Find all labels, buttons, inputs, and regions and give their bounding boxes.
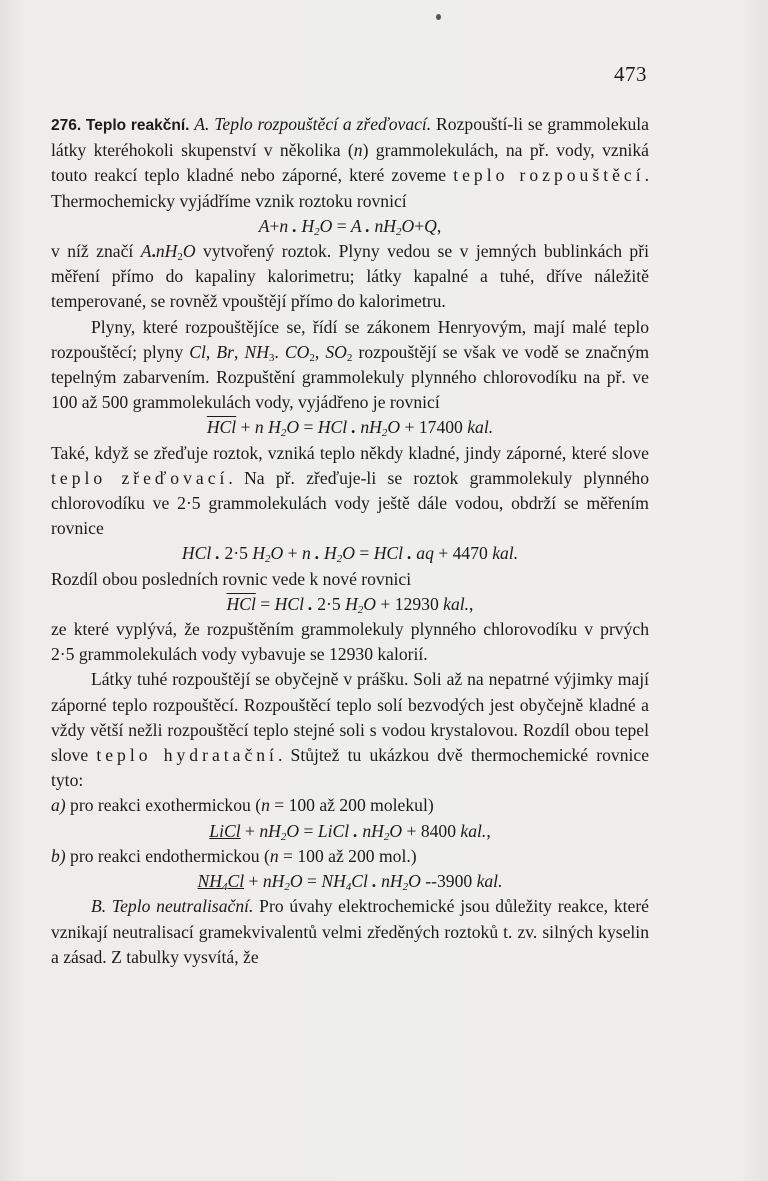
equation-nh4cl: $NH_4Cl + nH_2O = NH_4Cl$ . $nH_2O$ --3900 kal. bbox=[197, 871, 503, 894]
equation-hcl-dissolution: $\overline{HCl} + n$ $H_2O$ = HCl . $nH_2O + 17400$ kal. bbox=[206, 417, 494, 440]
subsection-a-title: A. Teplo rozpouštěcí a zřeďovací. bbox=[194, 114, 432, 134]
paragraph-difference: Rozdíl obou posledních rovnic vede k nové rovnici bbox=[51, 568, 412, 589]
paragraph-dilution: Také, když se zřeďuje roztok, vzniká teplo někdy kladné, jindy záporné, které slove teplo zřeďovací. Na př. zřeďuje-li se roztok grammolekuly plynného chlorovodíku ve 2·5 grammolekulách vody ještě dále vodou, obdrží se měřením rovnice bbox=[51, 442, 649, 539]
equation-solution: A+n . $H_2O = A$ . $nH_2O+Q$, bbox=[258, 215, 442, 238]
equation-difference: $\overline{HCl}$ = HCl . 2·5 $H_2O + 12930$ kal., bbox=[226, 593, 474, 616]
speck-mark bbox=[436, 14, 441, 20]
paragraph-gases-calorimeter: v níž značí $A.nH_2O$ vytvořený roztok. Plyny vedou se v jemných bublinkách při měření přímo do kapaliny kalorimetru; látky kapalné a tuhé, dříve náležitě temperované, se rovněž vpouštějí přímo do kalorimetru. bbox=[51, 241, 649, 312]
equation-licl: LiCl + $nH_2O$ = LiCl . $nH_2O + 8400$ kal., bbox=[209, 820, 491, 843]
section-heading: 276. Teplo reakční. bbox=[51, 117, 190, 134]
term-teplo-zredovaci: teplo zřeďovací bbox=[51, 467, 229, 488]
body-text bbox=[51, 112, 649, 970]
paragraph-solids: Látky tuhé rozpouštějí se obyčejně v prášku. Soli až na nepatrné výjimky mají záporné teplo rozpouštěcí. Rozpouštěcí teplo solí bezvodých jest obyčejně kladné a vždy větší nežli rozpouštěcí teplo stejné soli s vodou krystalovou. Rozdíl obou tepel slove teplo hydratační. Stůjtež tu ukázkou dvě thermochemické rovnice tyto: bbox=[51, 669, 649, 791]
paragraph-result: ze které vyplývá, že rozpuštěním grammolekuly plynného chlorovodíku v prvých 2·5 grammolekulách vody vybavuje se 12930 kalorií. bbox=[51, 619, 649, 665]
paragraph-exothermic: a) pro reakci exothermickou (n = 100 až 200 molekul) bbox=[51, 795, 434, 816]
page-number: 473 bbox=[614, 62, 647, 86]
subsection-b-title: B. Teplo neutralisační. bbox=[91, 896, 254, 917]
equation-hcl-dilution: HCl . 2·5 $H_2O + n$ . $H_2O$ = HCl . aq + 4470 kal. bbox=[181, 543, 519, 566]
paragraph-heat-of-solution: 276. Teplo reakční. A. Teplo rozpouštěcí a zřeďovací. Rozpouští-li se grammolekula látky kteréhokoli skupenství v několika (n) grammolekulách, na př. vody, vzniká touto reakcí teplo kladné nebo záporné, které zoveme teplo rozpouštěcí. Thermochemicky vyjádříme vznik roztoku rovnicí bbox=[51, 114, 649, 211]
term-teplo-rozpousteci: teplo rozpouštěcí bbox=[453, 165, 645, 186]
term-teplo-hydratacni: teplo hydratační bbox=[96, 745, 278, 766]
paragraph-endothermic: b) pro reakci endothermickou (n = 100 až 200 mol.) bbox=[51, 845, 417, 866]
paragraph-henry-law: Plyny, které rozpouštějíce se, řídí se zákonem Henryovým, mají malé teplo rozpouštěcí; plyny Cl, Br, $NH_3$. $CO_2$, $SO_2$ rozpouštějí se však ve vodě se značným tepelným zabarvením. Rozpuštění grammolekuly plynného chlorovodíku na př. ve 100 až 500 grammolekulách vody, vyjádřeno je rovnicí bbox=[51, 316, 650, 413]
paragraph-neutralisation: B. Teplo neutralisační. Pro úvahy elektrochemické jsou důležity reakce, které vznikají neutralisací gramekvivalentů velmi zředěných roztoků t. zv. silných kyselin a zásad. Z tabulky vysvítá, že bbox=[51, 896, 649, 967]
